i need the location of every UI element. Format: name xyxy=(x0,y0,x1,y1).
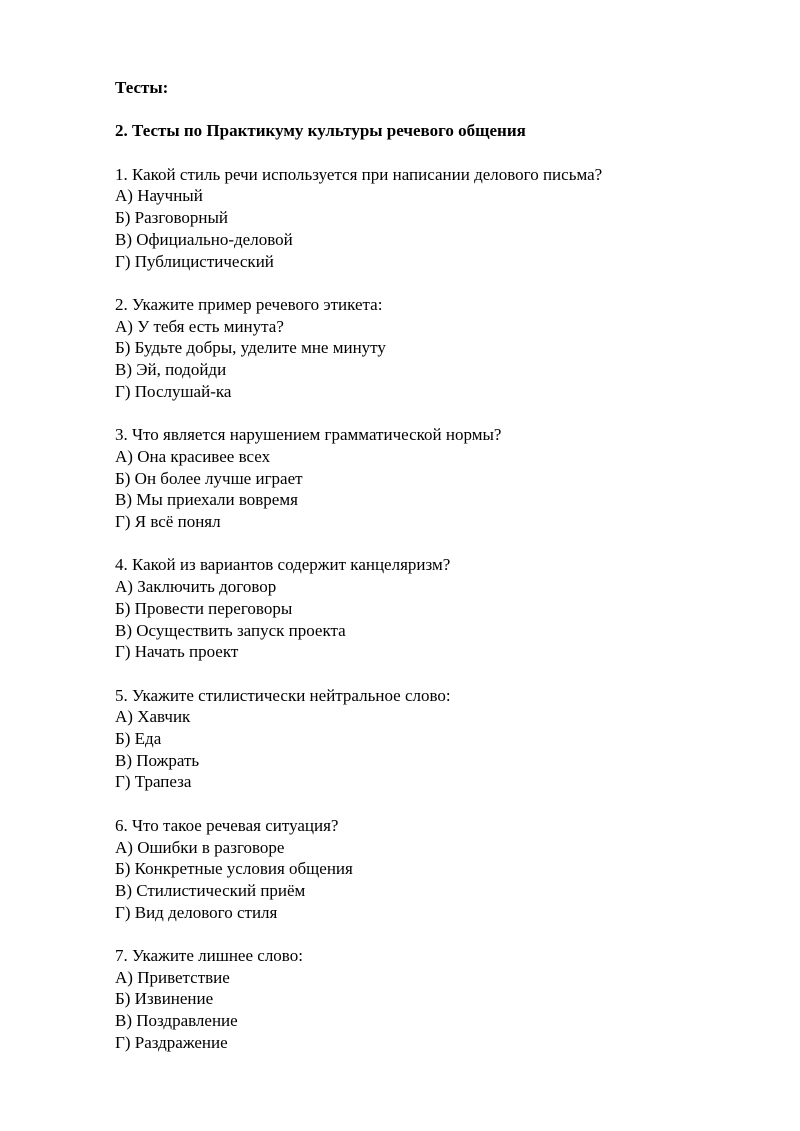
answer-option: А) Хавчик xyxy=(115,707,191,727)
answer-option: Г) Я всё понял xyxy=(115,512,221,531)
answer-option: А) Заключить договор xyxy=(115,577,277,597)
answer-option: В) Мы приехали вовремя xyxy=(115,490,298,510)
answer-option: Б) Извинение xyxy=(115,989,214,1009)
answer-option: Б) Провести переговоры xyxy=(115,598,293,618)
answer-option: В) Стилистический приём xyxy=(115,880,306,900)
question-text: 2. Укажите пример речевого этикета: xyxy=(115,294,383,314)
question-block-2 xyxy=(115,294,755,403)
answer-option: Г) Начать проект xyxy=(115,642,239,662)
question-block-6 xyxy=(115,815,755,924)
document-page xyxy=(115,77,755,1054)
section-title: 2. Тесты по Практикуму культуры речевого общения xyxy=(115,121,526,141)
question-block-7 xyxy=(115,945,755,1054)
question-block-1 xyxy=(115,164,755,273)
spacer xyxy=(115,663,755,685)
answer-option: Г) Вид делового стиля xyxy=(115,902,278,922)
answer-option: Г) Публицистический xyxy=(115,251,274,271)
answer-option: А) Научный xyxy=(115,186,203,206)
question-block-4 xyxy=(115,554,755,663)
spacer xyxy=(115,923,755,945)
spacer xyxy=(115,533,755,555)
question-text: 7. Укажите лишнее слово: xyxy=(115,946,303,965)
spacer xyxy=(115,99,755,121)
question-block-5 xyxy=(115,685,755,794)
answer-option: А) Ошибки в разговоре xyxy=(115,837,285,857)
answer-option: А) Приветствие xyxy=(115,967,230,987)
question-text: 5. Укажите стилистически нейтральное слово: xyxy=(115,685,451,705)
answer-option: А) У тебя есть минута? xyxy=(115,316,284,336)
answer-option: Б) Конкретные условия общения xyxy=(115,859,353,879)
answer-option: В) Официально-деловой xyxy=(115,229,293,249)
answer-option: В) Осуществить запуск проекта xyxy=(115,620,346,640)
answer-option: Г) Трапеза xyxy=(115,772,192,792)
question-text: 4. Какой из вариантов содержит канцеляризм? xyxy=(115,555,451,575)
answer-option: Г) Послушай-ка xyxy=(115,381,232,401)
answer-option: В) Пожрать xyxy=(115,750,200,770)
spacer xyxy=(115,793,755,815)
question-text: 6. Что такое речевая ситуация? xyxy=(115,815,339,835)
spacer xyxy=(115,142,755,164)
answer-option: Г) Раздражение xyxy=(115,1032,228,1052)
question-text: 3. Что является нарушением грамматической нормы? xyxy=(115,425,502,445)
answer-option: В) Эй, подойди xyxy=(115,360,227,380)
question-block-3 xyxy=(115,424,755,533)
answer-option: А) Она красивее всех xyxy=(115,446,271,466)
document-title: Тесты: xyxy=(115,78,169,97)
question-text: 1. Какой стиль речи используется при написании делового письма? xyxy=(115,164,603,184)
answer-option: Б) Он более лучше играет xyxy=(115,468,303,488)
answer-option: В) Поздравление xyxy=(115,1011,238,1031)
spacer xyxy=(115,272,755,294)
spacer xyxy=(115,403,755,425)
answer-option: Б) Будьте добры, уделите мне минуту xyxy=(115,338,386,358)
answer-option: Б) Разговорный xyxy=(115,208,228,228)
answer-option: Б) Еда xyxy=(115,729,162,748)
